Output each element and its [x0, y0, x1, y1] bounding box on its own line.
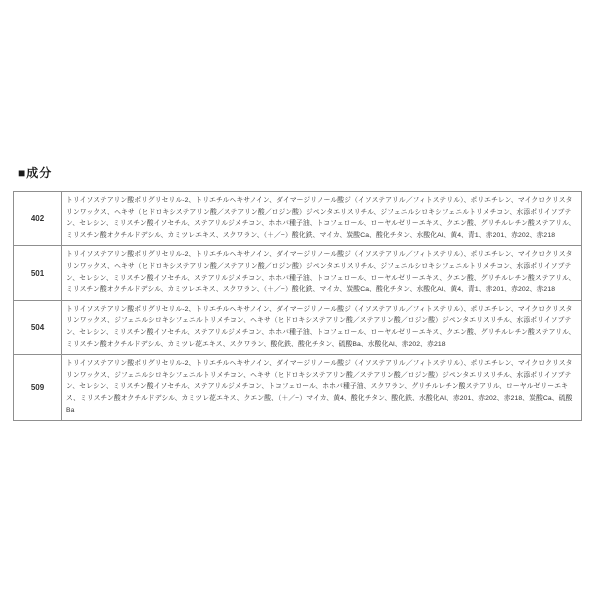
table-row	[14, 192, 582, 246]
ingredients-table	[13, 191, 582, 421]
ingredients-text: トリイソステアリン酸ポリグリセリル-2、トリエチルヘキサノイン、ダイマージリノール酸ジ（イソステアリル／フィトステリル）、ポリエチレン、マイクロクリスタリンワックス、ヘキサ（ヒドロキシステアリン酸／ステアリン酸／ロジン酸）ジペンタエリスリチル、ジフェニルシロキシフェニルトリメチコン、水添ポリイソブテン、セレシン、ミリスチン酸イソセチル、ステアリルジメチコン、ホホバ種子油、トコフェロール、ローヤルゼリーエキス、クエン酸、グリチルレチン酸ステアリル、ミリスチン酸オクチルドデシル、カミツレエキス、スクワラン、（＋／−）酸化鉄、マイカ、炭酸Ca、酸化チタン、水酸化Al、黄4、青1、赤201、赤202、赤218	[62, 246, 582, 300]
table-row	[14, 355, 582, 421]
product-code: 501	[14, 246, 62, 300]
table-row	[14, 300, 582, 354]
product-code: 402	[14, 192, 62, 246]
product-code: 504	[14, 300, 62, 354]
ingredients-text: トリイソステアリン酸ポリグリセリル-2、トリエチルヘキサノイン、ダイマージリノール酸ジ（イソステアリル／フィトステリル）、ポリエチレン、マイクロクリスタリンワックス、ジフェニルシロキシフェニルトリメチコン、ヘキサ（ヒドロキシステアリン酸／ステアリン酸／ロジン酸）ジペンタエリスリチル、水添ポリイソブテン、セレシン、ミリスチン酸イソセチル、ステアリルジメチコン、トコフェロール、ホホバ種子油、スクワラン、グリチルレチン酸ステアリル、ローヤルゼリーエキス、ミリスチン酸オクチルドデシル、カミツレ花エキス、クエン酸、（＋／−）マイカ、黄4、酸化チタン、酸化鉄、水酸化Al、赤201、赤202、赤218、炭酸Ca、硫酸Ba	[62, 355, 582, 421]
table-row	[14, 246, 582, 300]
ingredients-section-heading: ■成分	[18, 166, 53, 180]
ingredients-text: トリイソステアリン酸ポリグリセリル-2、トリエチルヘキサノイン、ダイマージリノール酸ジ（イソステアリル／フィトステリル）、ポリエチレン、マイクロクリスタリンワックス、ジフェニルシロキシフェニルトリメチコン、ヘキサ（ヒドロキシステアリン酸／ステアリン酸／ロジン酸）ジペンタエリスリチル、水添ポリイソブテン、セレシン、ミリスチン酸イソセチル、ステアリルジメチコン、ホホバ種子油、トコフェロール、ローヤルゼリーエキス、クエン酸、グリチルレチン酸ステアリル、ミリスチン酸オクチルドデシル、カミツレ花エキス、スクワラン、酸化鉄、酸化チタン、硫酸Ba、水酸化Al、赤202、赤218	[62, 300, 582, 354]
ingredients-text: トリイソステアリン酸ポリグリセリル-2、トリエチルヘキサノイン、ダイマージリノール酸ジ（イソステアリル／フィトステリル）、ポリエチレン、マイクロクリスタリンワックス、ヘキサ（ヒドロキシステアリン酸／ステアリン酸／ロジン酸）ジペンタエリスリチル、ジフェニルシロキシフェニルトリメチコン、水添ポリイソブテン、セレシン、ミリスチン酸イソセチル、ステアリルジメチコン、ホホバ種子油、トコフェロール、ローヤルゼリーエキス、クエン酸、グリチルレチン酸ステアリル、ミリスチン酸オクチルドデシル、カミツレエキス、スクワラン、（＋／−）酸化鉄、マイカ、炭酸Ca、酸化チタン、水酸化Al、黄4、青1、赤201、赤202、赤218	[62, 192, 582, 246]
product-code: 509	[14, 355, 62, 421]
